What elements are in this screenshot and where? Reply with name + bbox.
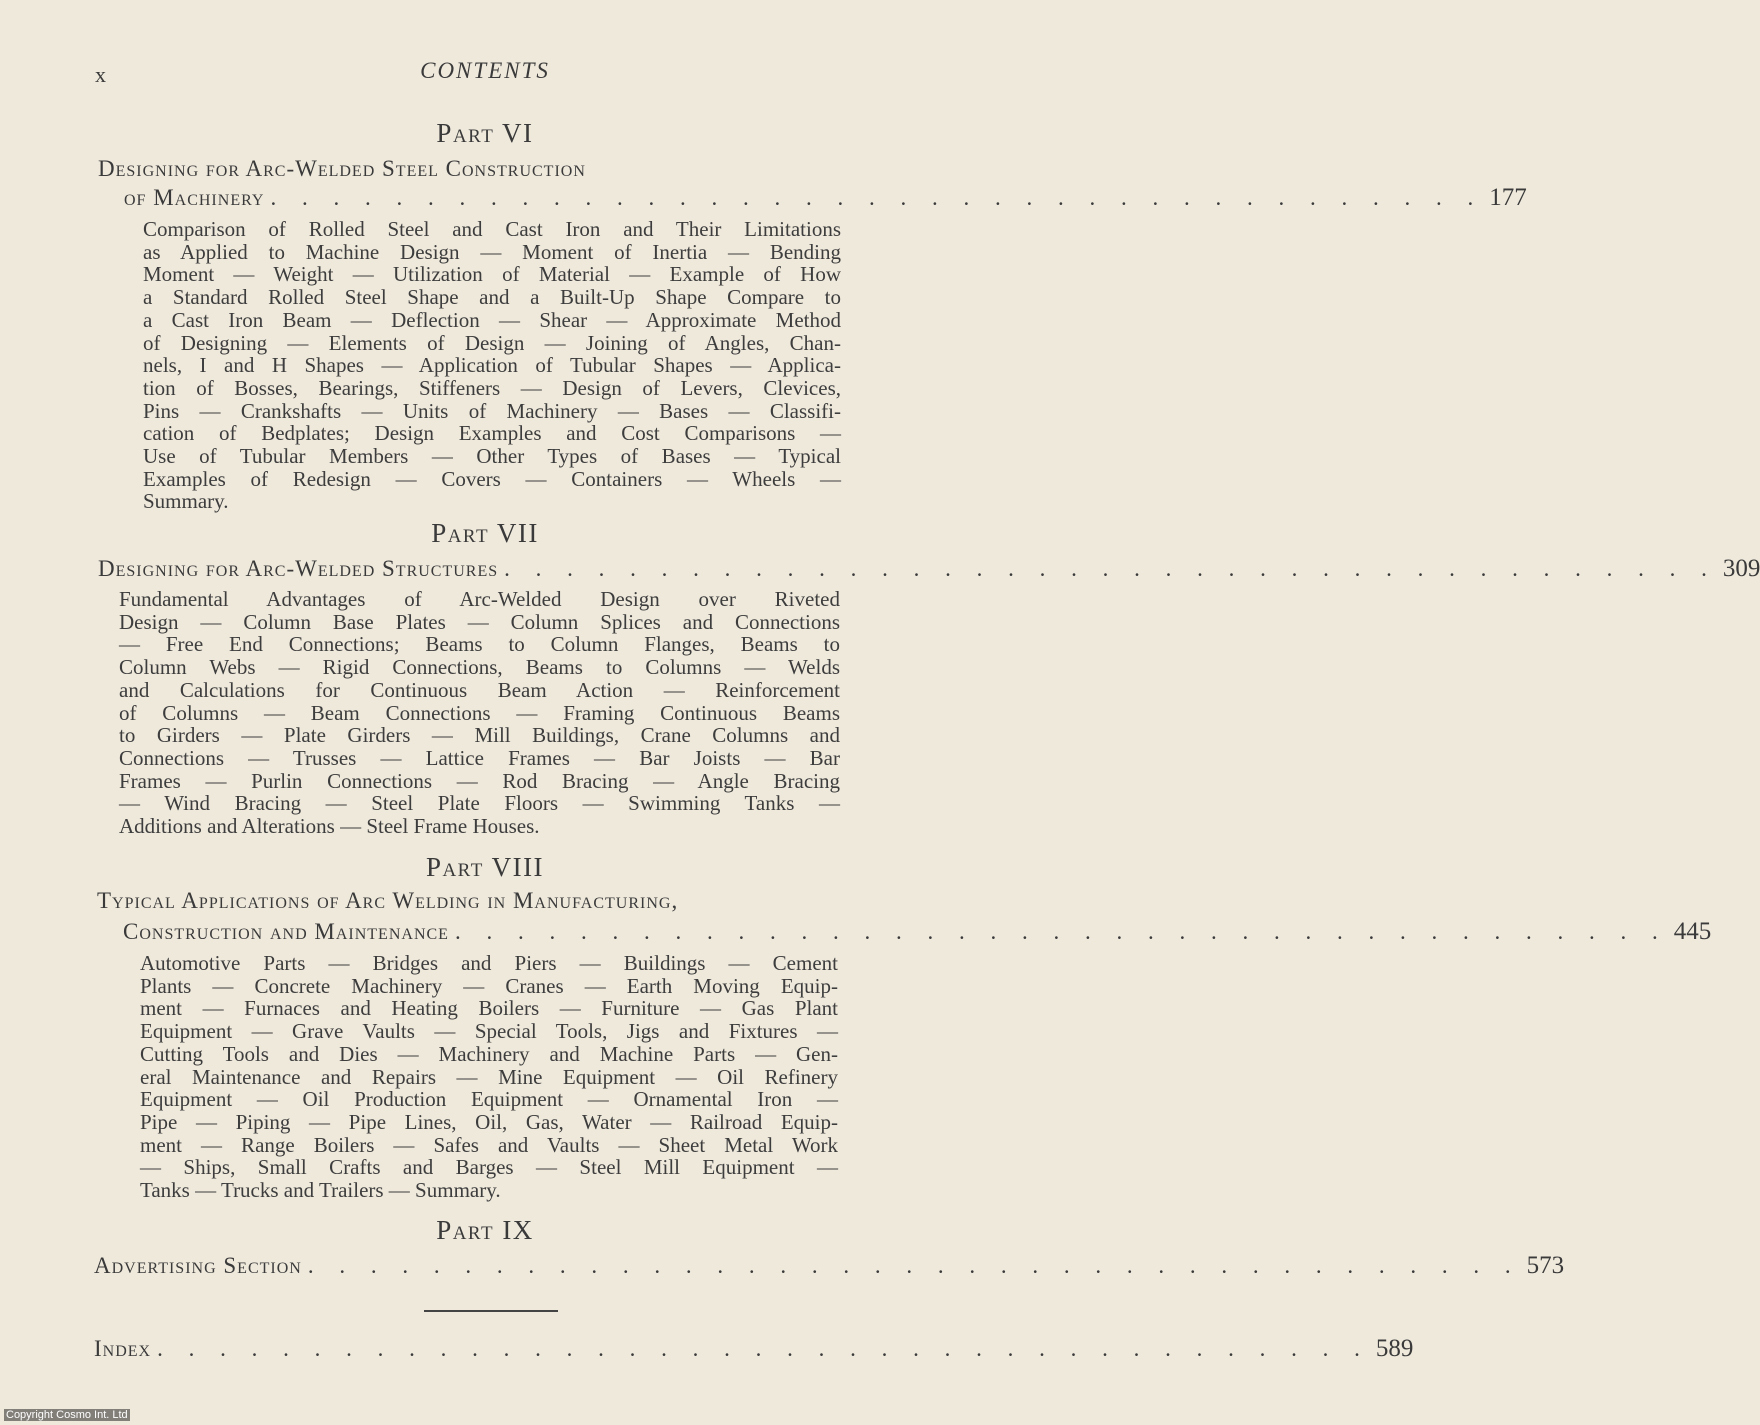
description-line: Pipe — Piping — Pipe Lines, Oil, Gas, Water — Railroad Equip- [140,1109,838,1134]
index-page-number: 589 [1375,1335,1414,1362]
description-line: Column Webs — Rigid Connections, Beams to Columns — Welds [119,655,840,680]
part-viii-title-end: Construction and Maintenance [123,919,449,944]
description-line: Additions and Alterations — Steel Frame Houses. [119,814,540,839]
dot-leader: . . . . . . . . . . . . . . . . . . . . . . . . . . . . . . . . . . . . . . . [504,556,1717,581]
description-line: of Designing — Elements of Design — Joining of Angles, Chan- [143,330,841,355]
description-line: ment — Furnaces and Heating Boilers — Furniture — Gas Plant [140,996,838,1021]
part-vi-title-line-2 [124,184,1527,212]
part-vi-page-number: 177 [1489,184,1527,211]
description-line: Pins — Crankshafts — Units of Machinery — Bases — Classifi- [143,398,841,423]
part-viii-description [140,952,838,1202]
description-line: Moment — Weight — Utilization of Material — Example of How [143,262,841,287]
dot-leader: . . . . . . . . . . . . . . . . . . . . . . . . . . . . . . . . . . . . . . . [157,1336,1370,1361]
description-line: Plants — Concrete Machinery — Cranes — Earth Moving Equip- [140,973,838,998]
part-ix-title: Advertising Section [94,1253,302,1278]
description-line: Examples of Redesign — Covers — Containers — Wheels — [143,466,841,491]
description-line: Automotive Parts — Bridges and Piers — Buildings — Cement [140,951,838,975]
description-line: a Standard Rolled Steel Shape and a Built-Up Shape Compare to [143,285,841,310]
part-vi-description [143,218,841,513]
part-ix-page-number: 573 [1526,1252,1565,1279]
description-line: eral Maintenance and Repairs — Mine Equipment — Oil Refinery [140,1064,838,1089]
description-line: Equipment — Oil Production Equipment — Ornamental Iron — [140,1087,838,1112]
description-line: ment — Range Boilers — Safes and Vaults — Sheet Metal Work [140,1132,838,1157]
description-line: and Calculations for Continuous Beam Action — Reinforcement [119,677,840,702]
part-viii-title-line-2 [123,918,1712,946]
description-line: cation of Bedplates; Design Examples and Cost Comparisons — [143,421,841,446]
part-ix-title-line [94,1252,1565,1280]
description-line: Frames — Purlin Connections — Rod Bracing — Angle Bracing [119,768,840,793]
part-viii-page-number: 445 [1673,918,1712,945]
description-line: Summary. [143,489,229,514]
index-title: Index [94,1336,152,1361]
part-vii-description [119,588,840,838]
index-line [94,1335,1414,1363]
description-line: Use of Tubular Members — Other Types of Bases — Typical [143,444,841,469]
part-vii-title: Designing for Arc-Welded Structures [98,556,499,581]
dot-leader: . . . . . . . . . . . . . . . . . . . . . . . . . . . . . . . . . . . . . . . [454,919,1668,944]
part-vii-heading: Part VII [431,518,539,548]
copyright-watermark: Copyright Cosmo Int. Ltd [6,1409,128,1421]
part-vii-page-number: 309 [1722,555,1760,582]
dot-leader: . . . . . . . . . . . . . . . . . . . . . . . . . . . . . . . . . . . . . . . [270,185,1484,210]
description-line: of Columns — Beam Connections — Framing Continuous Beams [119,700,840,725]
section-divider [424,1310,558,1312]
description-line: — Free End Connections; Beams to Column Flanges, Beams to [119,632,840,657]
part-viii-heading: Part VIII [425,852,545,882]
description-line: Fundamental Advantages of Arc-Welded Design over Riveted [119,587,840,611]
description-line: Equipment — Grave Vaults — Special Tools, Jigs and Fixtures — [140,1019,838,1044]
page-number: x [95,62,107,87]
description-line: Design — Column Base Plates — Column Splices and Connections [119,609,840,634]
part-vi-heading: Part VI [436,118,534,148]
description-line: nels, I and H Shapes — Application of Tubular Shapes — Applica- [143,353,841,378]
part-viii-title-line-1: Typical Applications of Arc Welding in Manufacturing, [97,888,679,913]
running-head: CONTENTS [420,58,550,83]
part-vi-title-line-1: Designing for Arc-Welded Steel Construction [98,156,586,181]
description-line: as Applied to Machine Design — Moment of Inertia — Bending [143,239,841,264]
description-line: — Wind Bracing — Steel Plate Floors — Swimming Tanks — [119,791,840,816]
description-line: Comparison of Rolled Steel and Cast Iron and Their Limitations [143,217,841,241]
description-line: Connections — Trusses — Lattice Frames — Bar Joists — Bar [119,745,840,770]
part-ix-heading: Part IX [436,1215,534,1245]
dot-leader: . . . . . . . . . . . . . . . . . . . . . . . . . . . . . . . . . . . . . . . [307,1253,1521,1278]
description-line: a Cast Iron Beam — Deflection — Shear — Approximate Method [143,307,841,332]
description-line: — Ships, Small Crafts and Barges — Steel Mill Equipment — [140,1155,838,1180]
description-line: Cutting Tools and Dies — Machinery and Machine Parts — Gen- [140,1041,838,1066]
part-vi-title-end: of Machinery [124,185,265,210]
part-vii-title-line [98,555,1760,583]
description-line: tion of Bosses, Bearings, Stiffeners — Design of Levers, Clevices, [143,375,841,400]
description-line: to Girders — Plate Girders — Mill Buildings, Crane Columns and [119,723,840,748]
description-line: Tanks — Trucks and Trailers — Summary. [140,1178,501,1203]
